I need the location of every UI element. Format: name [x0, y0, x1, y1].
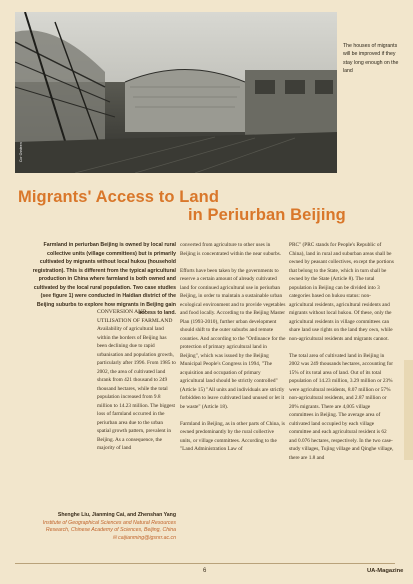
- author-affiliation: Institute of Geographical Sciences and Natural Resources Research, Chinese Academy of Sciences, Beijing, China: [42, 519, 176, 534]
- magazine-name: UA-Magazine: [367, 568, 404, 574]
- footer-divider: [15, 563, 395, 564]
- author-block: [24, 512, 176, 543]
- section-heading: CONVERSION AND UTILISATION OF FARMLAND: [97, 309, 173, 324]
- title-line-1: Migrants' Access to Land: [18, 188, 220, 206]
- author-names: Shenghe Liu, Jianming Cai, and Zhenshan Yang: [57, 512, 176, 518]
- abstract: Farmland in periurban Beijing is owned by local rural collective units (village committees) but is primarily cultivated by migrants without local hukou (household registration). This is different from the typical agricultural production in China where farmland is both owned and cultivated by the local rural population. Two case studies (see figure 1) were conducted in Haidian district of the Beijing suburbs to explore how migrants in Beijing gain access to land.: [32, 242, 176, 317]
- greenhouse-photo: [15, 12, 337, 173]
- side-tab: [404, 360, 413, 460]
- column-3-text: PRC" (PRC stands for People's Republic of China), land in rural and suburban areas shall be owned by peasant collectives, except the portions that belong to the State, which in turn shall be owned by the State (Article 8). The total population in Beijing can be divided into 3 categories based on hukou status: non-agricultural residents, agricultural residents and migrants without local hukou. Of these, only the agricultural residents in village committees can share land use rights on the land they own, while non-agricultural residents and migrants cannot. The total area of cultivated land in Beijing in 2002 was 249 thousands hectares, accounting for 15% of its total area of land. Out of its total population of 14.23 million, 3.29 million or 23% were agricultural residents, 8.07 million or 57% non-agricultural residents, and 2.87 million or 20% migrants. There are 4,005 village committees in Beijing. The average area of cultivated land occupied by each village committee and each agricultural resident is 62 and 0.076 hectares, respectively. In the two case-study villages, Tujing village and Qinghe village, there are 1.8 and: [289, 242, 394, 461]
- title-line-2: in Periurban Beijing: [188, 206, 346, 224]
- column-3: [289, 241, 395, 462]
- photo-credit: Cor Ossteen: [19, 142, 23, 162]
- page-number: 6: [203, 568, 207, 574]
- column-1: [97, 308, 177, 453]
- column-2-text: converted from agriculture to other uses in Beijing is concentrated within the near suburbs. Efforts have been taken by the governments to reserve a certain amount of already cultivated land for continued agricultural use in periurban Beijing, in order to maintain a sustainable urban ecological environment and to provide vegetables and food locally. According to the Beijing Master Plan (1993-2010), further urban development should shift to the outer suburbs and remote counties. And according to the "Ordinance for the protection of primary agricultural land in Beijing", which was issued by the Beijing Municipal People's Congress in 1994, "The acquisition and occupation of primary agricultural land should be strictly controlled" (Article 15) "All units and individuals are strictly forbidden to leave cultivated land unused or let it be waste" (Article 18). Farmland in Beijing, as in other parts of China, is owned predominantly by the rural collective units, or village committees. According to the "Land Administration Law of: [180, 242, 286, 452]
- column-2: [180, 241, 286, 454]
- author-email[interactable]: ✉ caijianming@igsnrr.ac.cn: [112, 535, 176, 542]
- article-title: [18, 188, 346, 224]
- column-1-text: Availability of agricultural land within the borders of Beijing has been declining due to rapid urbanisation and population growth, particularly after 1996. From 1985 to 2002, the area of cultivated land shrank from 421 thousand to 249 thousand hectares, while the total population increased from 9.8 million to 14.23 million. The biggest loss of farmland occurred in the periurban area due to the urban spatial growth pattern, prevalent in Beijing. As a consequence, the majority of land: [97, 326, 176, 451]
- photo-caption: The houses of migrants will be improved if they stay long enough on the land: [343, 43, 399, 75]
